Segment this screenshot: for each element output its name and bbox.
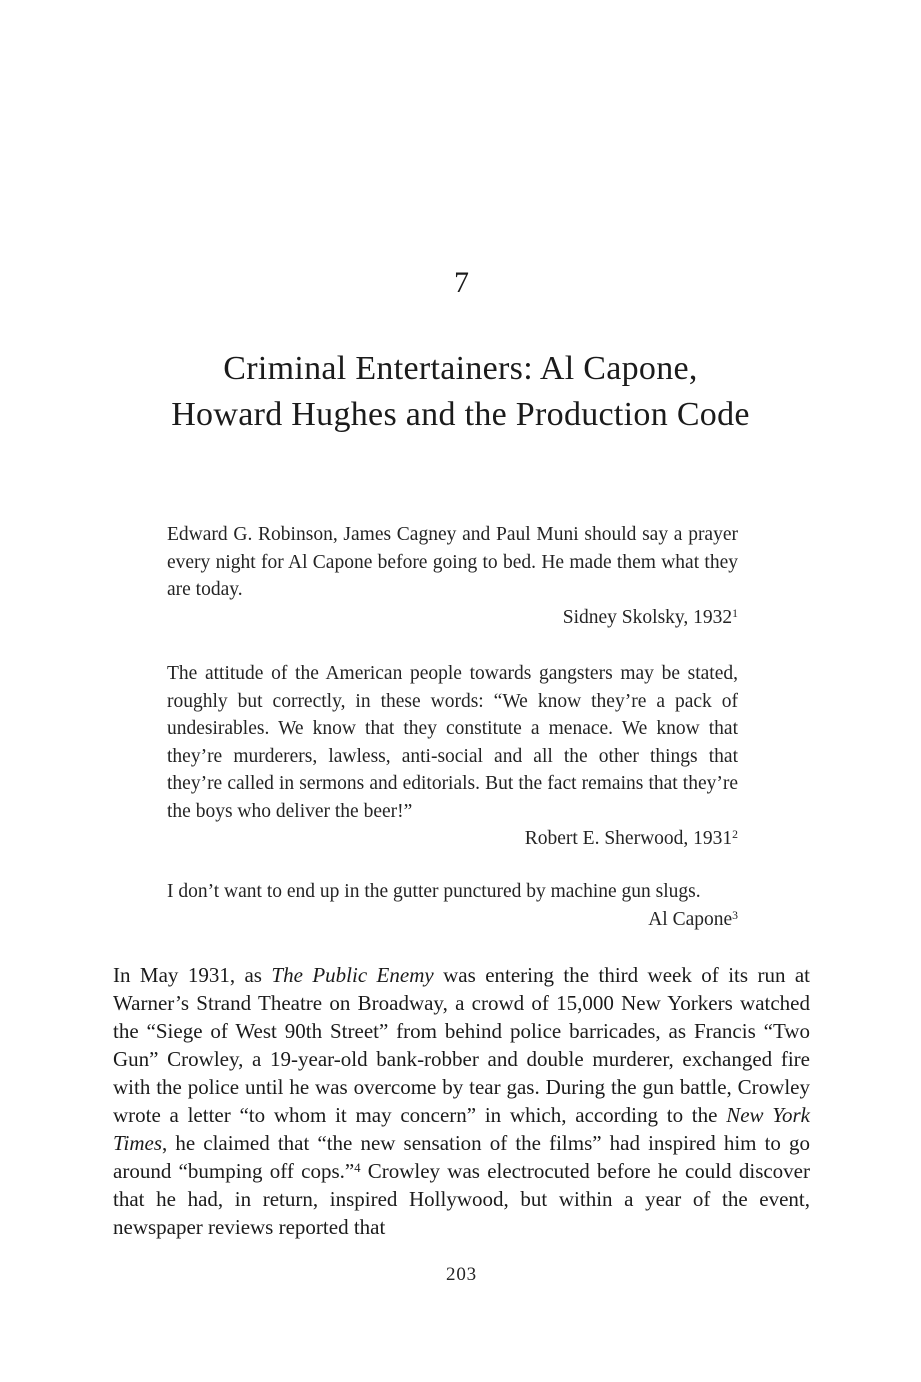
epigraph-skolsky (167, 521, 738, 631)
epigraph-text: Edward G. Robinson, James Cagney and Paul Muni should say a prayer every night for Al Capone before going to bed. He made them what they are today. (167, 524, 738, 600)
chapter-title-line-1: Criminal Entertainers: Al Capone, (223, 350, 698, 387)
epigraph-sherwood (167, 660, 738, 853)
epigraph-attribution: Robert E. Sherwood, 1931$^2$ (524, 828, 738, 849)
epigraph-attribution: Sidney Skolsky, 1932$^1$ (562, 606, 738, 628)
chapter-title-line-2: Howard Hughes and the Production Code (171, 396, 750, 433)
epigraph-text: I don’t want to end up in the gutter punctured by machine gun slugs. (167, 881, 701, 902)
epigraph-text: The attitude of the American people towards gangsters may be stated, roughly but correctly, in these words: “We know they’re a pack of undesirables. We know that they constitute a menace. We know that they’re murderers, lawless, anti-social and all the other things that they’re called in sermons and editorials. But the fact remains that they’re the boys who deliver the beer!” (167, 663, 738, 822)
epigraph-capone (167, 878, 738, 933)
body-paragraph: In May 1931, as The Public Enemy was entering the third week of its run at Warner’s Strand Theatre on Broadway, a crowd of 15,000 New Yorkers watched the “Siege of West 90th Street” from behind police barricades, as Francis “Two Gun” Crowley, a 19-year-old bank-robber and double murderer, exchanged fire with the police until he was overcome by tear gas. During the gun battle, Crowley wrote a letter “to whom it may concern” in which, according to the New York Times, he claimed that “the new sensation of the films” had inspired him to go around “bumping off cops.”$^4$ Crowley was electrocuted before he could discover that he had, in return, inspired Hollywood, but within a year of the event, newspaper reviews reported that (113, 963, 811, 1239)
chapter-title (0, 346, 921, 438)
chapter-number: 7 (454, 266, 469, 299)
epigraph-attribution: Al Capone$^3$ (648, 908, 738, 930)
page-number-footer: 203 (446, 1264, 477, 1285)
